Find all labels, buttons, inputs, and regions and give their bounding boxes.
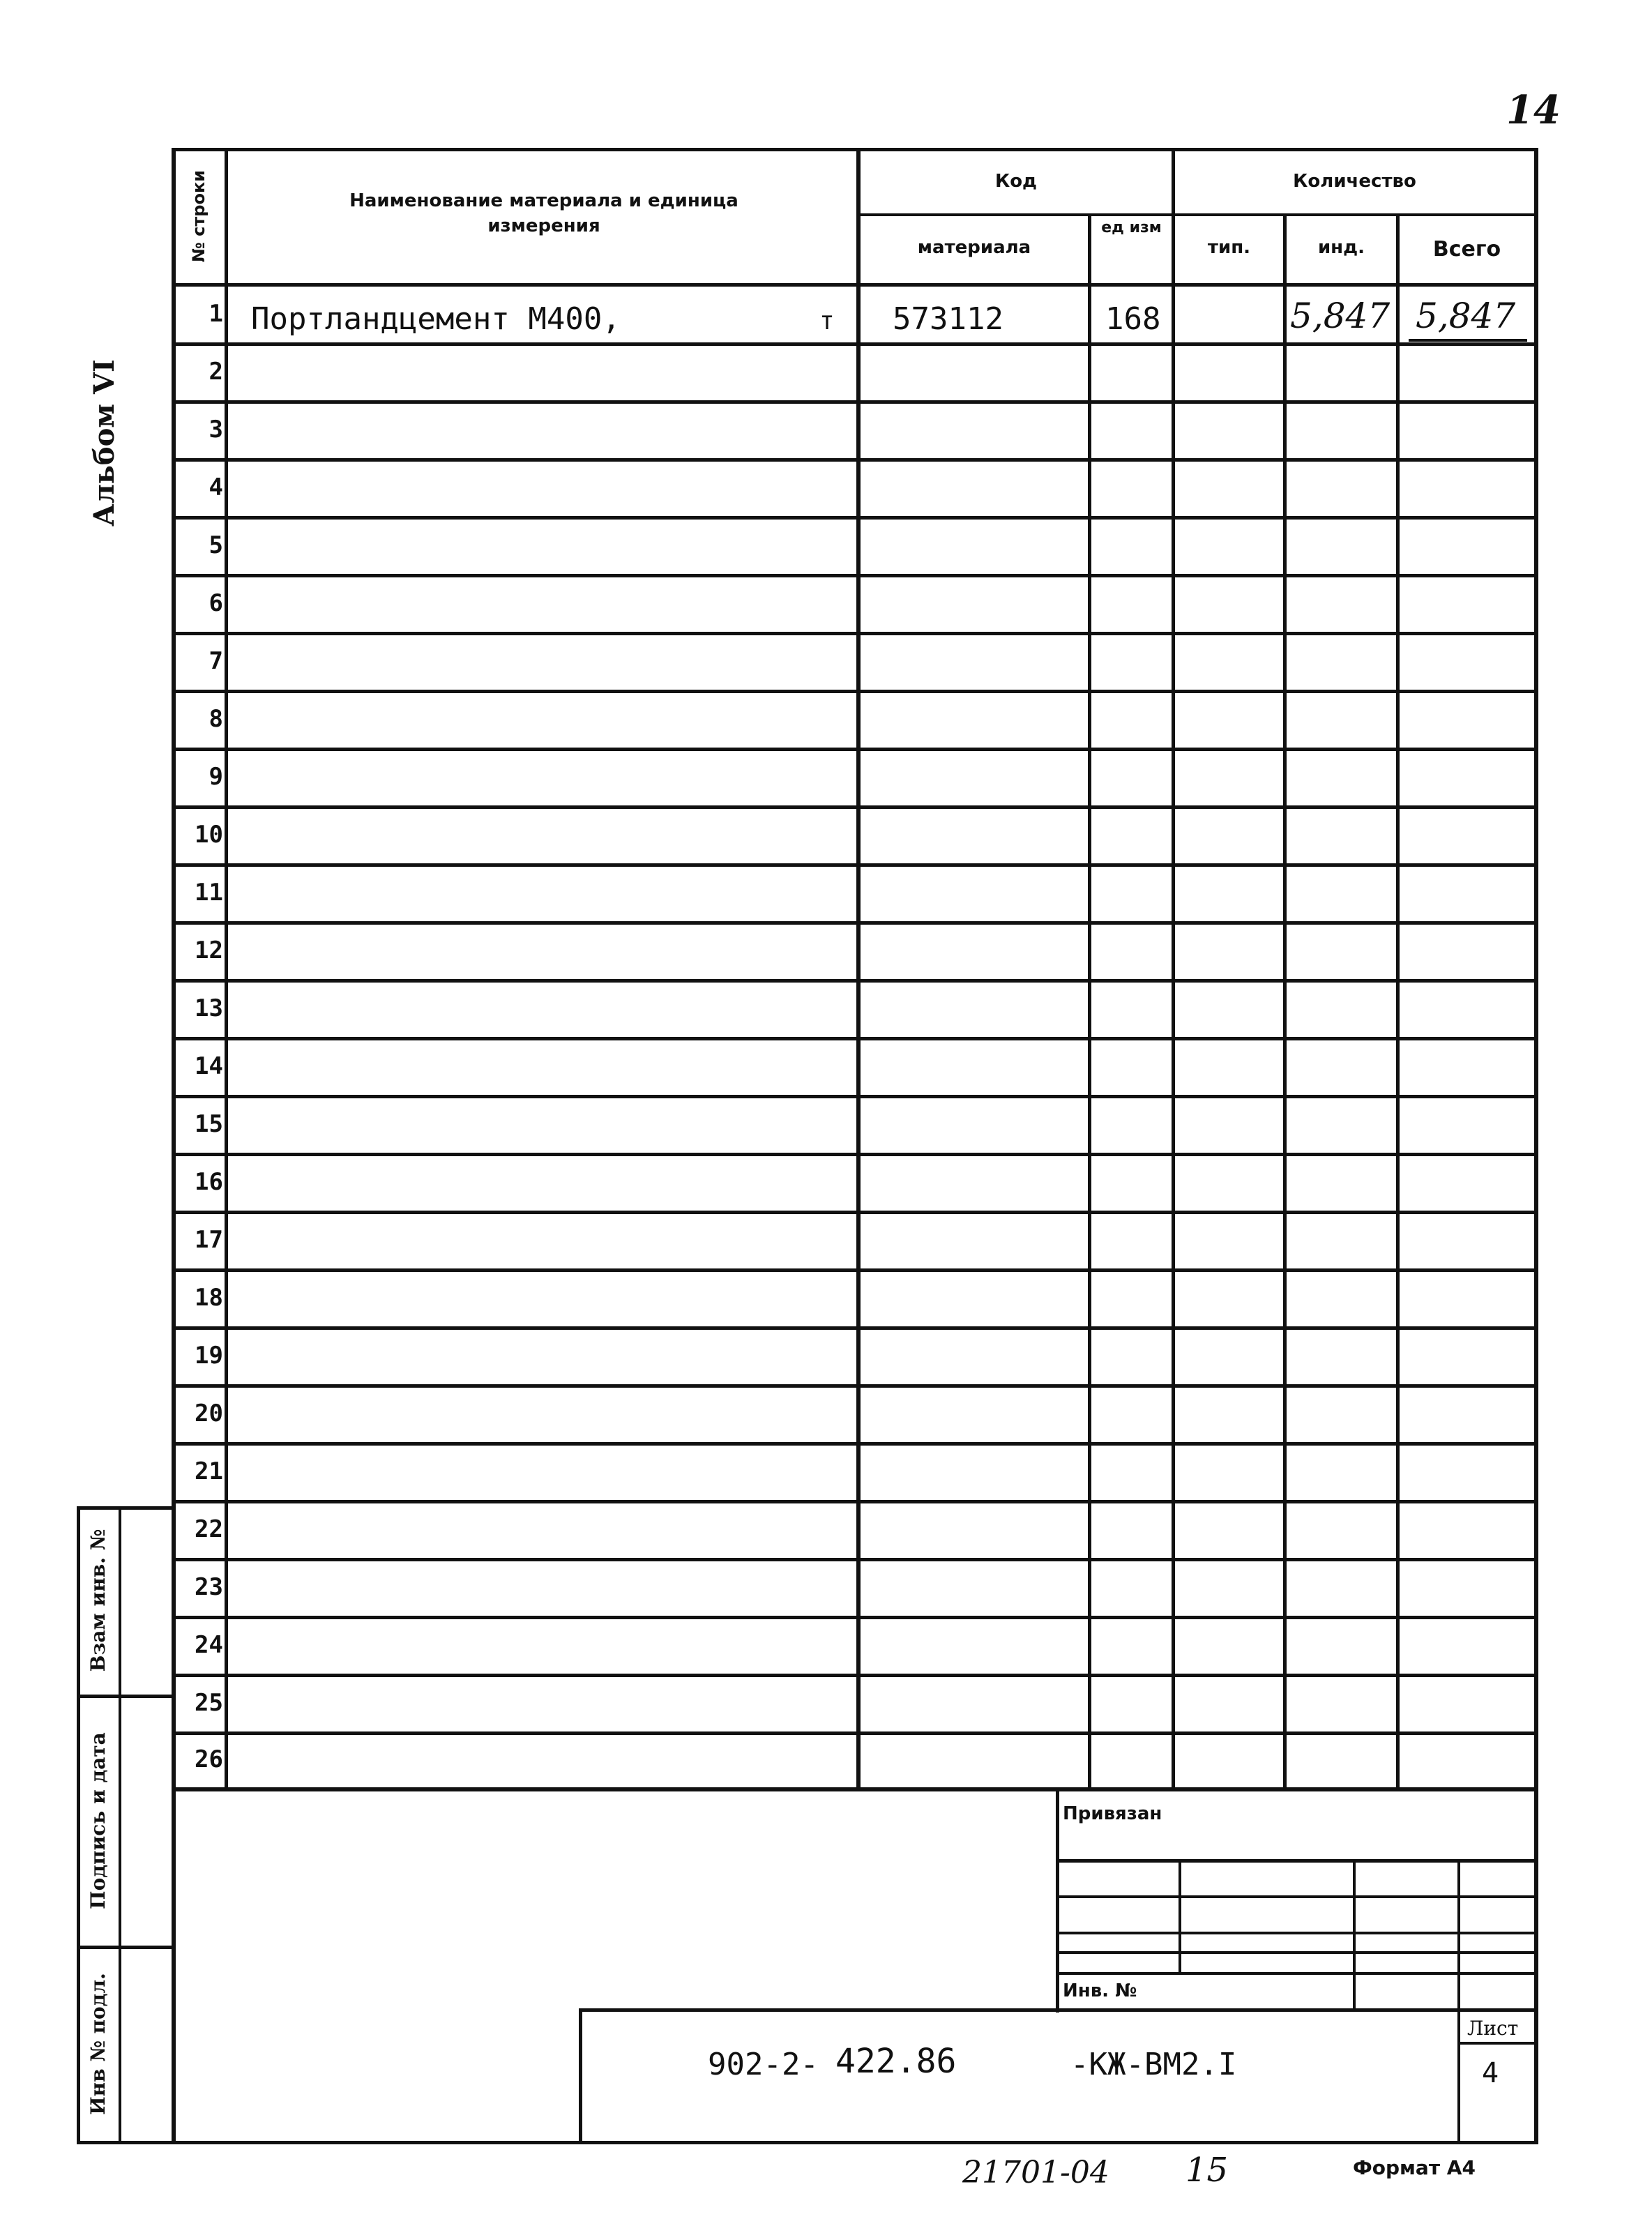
format-label: Формат А4: [1353, 2156, 1476, 2179]
row-number: 13: [195, 994, 223, 1022]
row-number: 10: [195, 821, 223, 849]
row-number: 17: [195, 1226, 223, 1254]
order-number: 21701-04: [962, 2155, 1109, 2190]
row-number: 16: [195, 1168, 223, 1196]
header-quantity: Количество: [1293, 171, 1416, 192]
row-number: 20: [195, 1400, 223, 1427]
sheet-label: Лист: [1467, 2017, 1519, 2040]
header-unit: ед изм: [1101, 219, 1162, 236]
material-name: Портландцемент М400,: [251, 301, 621, 337]
privyazan-label: Привязан: [1063, 1803, 1162, 1824]
header-kod: Код: [994, 171, 1038, 192]
header-material: материала: [917, 237, 1031, 258]
row-number: 18: [195, 1284, 223, 1312]
sheet-number: 4: [1482, 2057, 1499, 2089]
row-number: 1: [209, 300, 223, 328]
header-typ: тип.: [1207, 237, 1251, 258]
doc-code-suffix: -КЖ-ВМ2.I: [1070, 2047, 1237, 2082]
stamp-vzam-inv: Взам инв. №: [86, 1529, 109, 1672]
row-number: 3: [209, 416, 223, 444]
row-number: 4: [209, 473, 223, 501]
row-number: 14: [195, 1052, 223, 1080]
row-number: 8: [209, 705, 223, 733]
quantity-ind: 5,847: [1290, 296, 1390, 336]
row-number: 15: [195, 1110, 223, 1138]
unit-code: 168: [1105, 301, 1161, 337]
header-ind: инд.: [1317, 237, 1365, 258]
header-total: Всего: [1432, 237, 1501, 262]
row-number: 23: [195, 1573, 223, 1601]
row-number: 6: [209, 589, 223, 617]
row-number: 21: [195, 1457, 223, 1485]
header-name: Наименование материала и единица измерения: [349, 190, 738, 236]
row-number: 11: [195, 879, 223, 907]
row-number: 12: [195, 937, 223, 964]
page-number: 14: [1506, 87, 1561, 133]
row-number: 24: [195, 1631, 223, 1659]
row-number: 26: [195, 1745, 223, 1773]
doc-code-prefix: 902-2-: [708, 2047, 819, 2082]
material-unit: т: [819, 307, 835, 335]
row-number: 19: [195, 1342, 223, 1370]
inv-no-label: Инв. №: [1063, 1980, 1137, 2001]
row-number: 5: [209, 531, 223, 559]
row-number: 9: [209, 763, 223, 791]
material-code: 573112: [893, 301, 1003, 337]
header-row-number: № строки: [189, 169, 209, 263]
row-number: 25: [195, 1689, 223, 1717]
copy-number: 15: [1185, 2151, 1229, 2190]
quantity-total: 5,847: [1416, 296, 1516, 336]
stamp-inv-podl: Инв № подл.: [86, 1973, 109, 2115]
row-number: 2: [209, 358, 223, 386]
row-number: 22: [195, 1515, 223, 1543]
row-number: 7: [209, 647, 223, 675]
stamp-podpis-data: Подпись и дата: [86, 1732, 109, 1909]
doc-code-number: 422.86: [835, 2042, 957, 2081]
album-label: Альбом VI: [88, 359, 121, 526]
